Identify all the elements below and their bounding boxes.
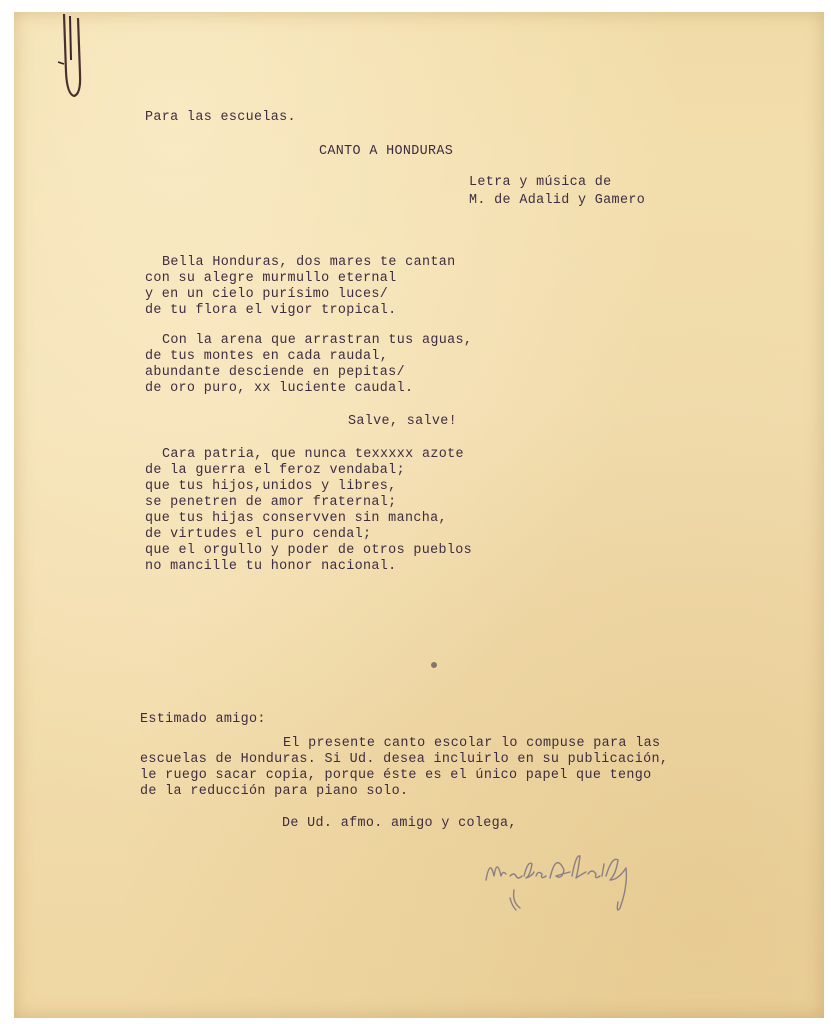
closing-line: De Ud. afmo. amigo y colega, — [282, 816, 517, 831]
body-line-3: le ruego sacar copia, porque éste es el único papel que tengo — [140, 768, 652, 783]
stanza-1-line-4: de tu flora el vigor tropical. — [145, 303, 397, 318]
stanza-1-line-2: con su alegre murmullo eternal — [145, 271, 397, 286]
paper-clip-mark-icon — [58, 12, 84, 102]
stanza-3-line-6: de virtudes el puro cendal; — [145, 527, 372, 542]
credit-line-2: M. de Adalid y Gamero — [469, 193, 646, 208]
stanza-3-line-7: que el orgullo y poder de otros pueblos — [145, 543, 473, 558]
handwritten-signature — [480, 846, 650, 916]
stanza-3-line-1: Cara patria, que nunca texxxxx azote — [162, 447, 464, 462]
body-line-4: de la reducción para piano solo. — [140, 784, 409, 799]
body-line-1: El presente canto escolar lo compuse para las — [283, 736, 661, 751]
stanza-3-line-3: que tus hijos,unidos y libres, — [145, 479, 397, 494]
stanza-2-line-1: Con la arena que arrastran tus aguas, — [162, 333, 473, 348]
ink-speck — [431, 662, 437, 668]
stanza-3-line-8: no mancille tu honor nacional. — [145, 559, 397, 574]
salutation: Estimado amigo: — [140, 712, 266, 727]
stanza-3-line-5: que tus hijas conservven sin mancha, — [145, 511, 447, 526]
stanza-2-line-4: de oro puro, xx luciente caudal. — [145, 381, 414, 396]
stanza-1-line-1: Bella Honduras, dos mares te cantan — [162, 255, 456, 270]
chorus-line: Salve, salve! — [348, 414, 458, 429]
header-note: Para las escuelas. — [145, 110, 296, 125]
song-title: CANTO A HONDURAS — [319, 144, 454, 159]
body-line-2: escuelas de Honduras. Si Ud. desea incluirlo en su publicación, — [140, 752, 669, 767]
stanza-2-line-3: abundante desciende en pepitas/ — [145, 365, 405, 380]
stanza-3-line-4: se penetren de amor fraternal; — [145, 495, 397, 510]
stanza-3-line-2: de la guerra el feroz vendabal; — [145, 463, 405, 478]
credit-line-1: Letra y música de — [469, 175, 612, 190]
stanza-1-line-3: y en un cielo purísimo luces/ — [145, 287, 389, 302]
stanza-2-line-2: de tus montes en cada raudal, — [145, 349, 389, 364]
